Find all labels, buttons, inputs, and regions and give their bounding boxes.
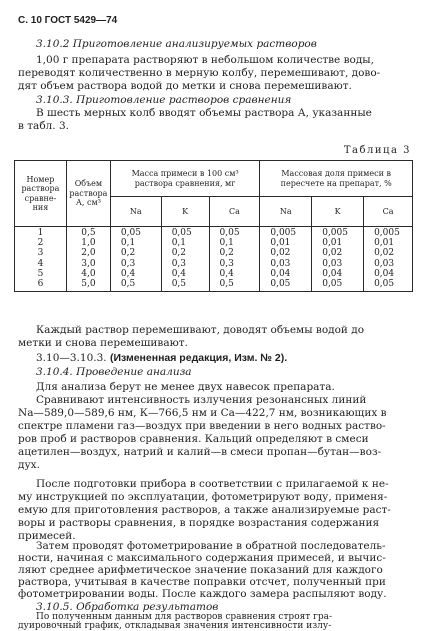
paragraph-after-table [18,324,413,350]
table-cell: 0,4 [209,269,260,279]
header-impurity-mass: Масса примеси в 100 см³ раствора сравнения, мг [110,161,259,197]
table-row [15,227,413,239]
table-cell: 0,04 [364,269,413,279]
header-element-na: Na [110,197,161,227]
text-line: дят объем раствора водой до метки и снова перемешивают. [18,80,352,92]
amendment-note [18,352,413,365]
section-heading-3-10-3: 3.10.3. Приготовление растворов сравнения [36,94,292,106]
table-row [15,259,413,269]
table-cell: 5,0 [66,279,110,292]
text-line: По полученным данным для растворов сравнения строят гра- [36,612,333,622]
paragraph-reference-solutions [18,107,413,133]
table-cell: 0,4 [161,269,209,279]
header-element-na: Na [260,197,312,227]
table-cell: 0,05 [312,279,364,292]
section-heading-3-10-4 [18,366,413,379]
text-line: раствора, учитывая в качестве поправки отсчет, полученный при [18,576,386,588]
paragraph-photometry [18,540,413,600]
table-cell: 0,03 [312,259,364,269]
table-cell: 4 [15,259,67,269]
table-row [15,238,413,248]
header-mass-fraction: Массовая доля примеси в пересчете на препарат, % [260,161,413,197]
table-cell: 0,05 [161,227,209,239]
amendment-text: (Измененная редакция, Изм. № 2). [109,352,288,364]
text-line: Каждый раствор перемешивают, доводят объемы водой до [36,324,365,336]
text-line: ацетилен—воздух, натрий и калий—в смеси пропан—бутан—воз- [18,446,382,458]
table-cell: 0,01 [364,238,413,248]
table-3 [14,160,413,292]
text-line: После подготовки прибора в соответствии с прилагаемой к не- [36,478,389,490]
table-cell: 0,02 [312,248,364,258]
text-line: ности, начиная с максимального содержания примесей, и вычис- [18,552,386,564]
table-cell: 1 [15,227,67,239]
table-cell: 0,2 [110,248,161,258]
table-cell: 0,4 [110,269,161,279]
text-line: му инструкцией по эксплуатации, фотометрируют воду, применя- [18,491,388,503]
table-cell: 0,2 [209,248,260,258]
table-cell: 4,0 [66,269,110,279]
header-element-ca: Ca [364,197,413,227]
text-line: в табл. 3. [18,120,70,132]
table-cell: 0,005 [260,227,312,239]
paragraph-preparation [18,478,413,543]
text-line: ров проб и растворов сравнения. Кальций определяют в смеси [18,433,369,445]
table-cell: 0,005 [312,227,364,239]
text-line: фотометрировании воды. После каждого замера распыляют воду. [18,588,387,600]
paragraph-analyzed-solutions [18,54,413,93]
text-line: Na—589,0—589,6 нм, К—766,5 нм и Са—422,7 нм, возникающих в [18,407,387,419]
text-line: 1,00 г препарата растворяют в небольшом количестве воды, [36,54,375,66]
header-solution-number: Номер раствора сравне-ния [15,161,67,227]
table-cell: 0,2 [161,248,209,258]
table-cell: 0,01 [260,238,312,248]
text-line: Для анализа берут не менее двух навесок препарата. [36,381,335,393]
table-cell: 0,05 [364,279,413,292]
table-cell: 0,03 [364,259,413,269]
header-element-k: K [312,197,364,227]
table-cell: 0,02 [260,248,312,258]
paragraph-results [18,613,413,631]
table-cell: 0,02 [364,248,413,258]
section-heading-3-10-2: 3.10.2 Приготовление анализируемых растворов [36,38,317,50]
text-line: спектре пламени газ—воздух при введении в него водных раство- [18,420,386,432]
text-line: дуировочный график, откладывая значения интенсивности излу- [18,621,332,631]
table-cell: 6 [15,279,67,292]
table-cell: 0,05 [209,227,260,239]
table-cell: 0,01 [312,238,364,248]
section-heading-text: 3.10.4. Проведение анализа [36,366,192,378]
table-cell: 2,0 [66,248,110,258]
table-cell: 0,04 [260,269,312,279]
table-cell: 0,03 [260,259,312,269]
text-line: дух. [18,459,40,471]
text-line: Затем проводят фотометрирование в обратной последователь- [36,540,386,552]
table-cell: 0,1 [209,238,260,248]
table-cell: 1,0 [66,238,110,248]
text-line: переводят количественно в мерную колбу, перемешивают, дово- [18,67,381,79]
text-line: Сравнивают интенсивность излучения резонансных линий [36,394,367,406]
table-cell: 0,05 [260,279,312,292]
amendment-ref: 3.10—3.10.3. [36,352,110,364]
table-cell: 2 [15,238,67,248]
section-heading-3-10-5: 3.10.5. Обработка результатов [36,601,219,613]
table-cell: 0,5 [209,279,260,292]
header-element-k: K [161,197,209,227]
table-cell: 0,5 [66,227,110,239]
text-line: воры и растворы сравнения, в порядке возрастания содержания [18,517,380,529]
table-cell: 0,05 [110,227,161,239]
header-volume: Объем раствора А, см³ [66,161,110,227]
table-caption: Таблица 3 [343,145,411,156]
text-line: метки и снова перемешивают. [18,337,188,349]
table-cell: 3,0 [66,259,110,269]
table-cell: 0,005 [364,227,413,239]
table-cell: 5 [15,269,67,279]
table-cell: 0,04 [312,269,364,279]
table-cell: 0,5 [161,279,209,292]
table-cell: 0,1 [110,238,161,248]
header-element-ca: Ca [209,197,260,227]
table-cell: 0,3 [110,259,161,269]
text-line: примесей. [18,530,76,542]
table-cell: 0,3 [209,259,260,269]
table-cell: 0,3 [161,259,209,269]
table-row [15,269,413,279]
text-line: В шесть мерных колб вводят объемы раствора А, указанные [36,107,372,119]
table-row [15,248,413,258]
page-header: С. 10 ГОСТ 5429—74 [18,15,118,26]
table-cell: 0,1 [161,238,209,248]
table-cell: 0,5 [110,279,161,292]
table-row [15,279,413,292]
text-line: ляют среднее арифметическое значение показаний для каждого [18,564,383,576]
table-cell: 3 [15,248,67,258]
text-line: емую для приготовления растворов, а также анализируемые раст- [18,504,391,516]
paragraph-analysis [18,381,413,472]
